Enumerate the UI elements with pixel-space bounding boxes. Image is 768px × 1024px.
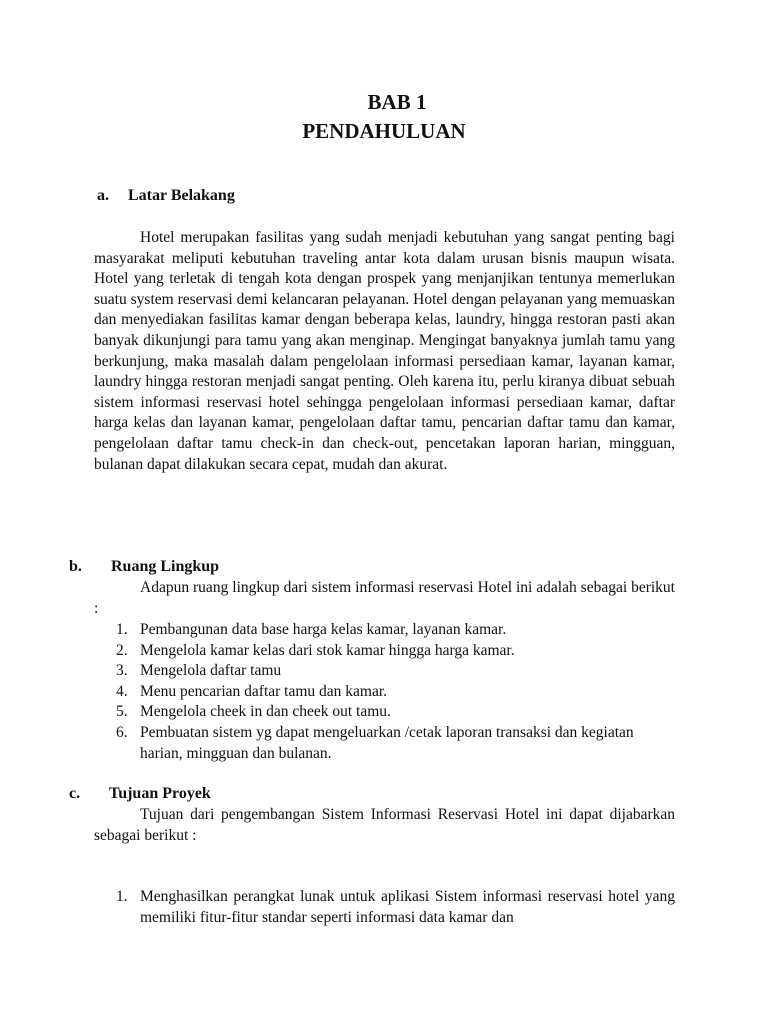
list-item — [116, 702, 676, 723]
list-item-number: 4. — [116, 682, 128, 700]
list-item-text: Menghasilkan perangkat lunak untuk aplikasi Sistem informasi reservasi hotel yang memiliki fitur-fitur standar seperti informasi data kamar dan — [140, 888, 675, 926]
section-b-letter: b. — [69, 558, 82, 575]
section-c-list — [116, 887, 675, 928]
section-a-paragraph: Hotel merupakan fasilitas yang sudah menjadi kebutuhan yang sangat penting bagi masyarakat meliputi kebutuhan traveling antar kota dalam urusan bisnis maupun wisata. Hotel yang terletak di tengah kota dengan prospek yang menjanjikan tentunya memerlukan suatu system reservasi demi kelancaran pelayanan. Hotel dengan pelayanan yang memuaskan dan menyediakan fasilitas kamar dengan beberapa kelas, laundry, hingga restoran pasti akan banyak dikunjungi para tamu yang akan menginap. Mengingat banyaknya jumlah tamu yang berkunjung, maka masalah dalam pengelolaan informasi persediaan kamar, layanan kamar, laundry hingga restoran menjadi sangat penting. Oleh karena itu, perlu kiranya dibuat sebuah sistem informasi reservasi hotel sehingga pengelolaan informasi persediaan kamar, daftar harga kelas dan layanan kamar, pengelolaan daftar tamu, pencarian daftar tamu dan kamar, pengelolaan daftar tamu check-in dan check-out, pencetakan laporan harian, mingguan, bulanan dapat dilakukan secara cepat, mudah dan akurat. — [94, 229, 675, 473]
section-b-list — [116, 620, 676, 764]
list-item-number: 1. — [116, 888, 128, 905]
section-c-intro: Tujuan dari pengembangan Sistem Informasi Reservasi Hotel ini dapat dijabarkan sebagai berikut : — [94, 806, 675, 844]
list-item-text: Menu pencarian daftar tamu dan kamar. — [140, 682, 388, 700]
list-item-number: 3. — [116, 662, 128, 680]
list-item — [116, 723, 676, 764]
list-item — [116, 641, 676, 662]
list-item-text: Mengelola cheek in dan cheek out tamu. — [140, 703, 391, 721]
list-item-text: Mengelola daftar tamu — [140, 662, 282, 680]
section-a-title: Latar Belakang — [128, 187, 235, 204]
list-item — [116, 620, 676, 641]
list-item — [116, 661, 676, 682]
list-item-number: 6. — [116, 723, 128, 741]
list-item-text: Mengelola kamar kelas dari stok kamar hingga harga kamar. — [140, 641, 515, 659]
section-c-letter: c. — [69, 785, 81, 802]
list-item-text: Pembangunan data base harga kelas kamar, layanan kamar. — [140, 621, 507, 638]
list-item-number: 2. — [116, 641, 128, 659]
chapter-number: BAB 1 — [367, 90, 427, 114]
section-c-title: Tujuan Proyek — [109, 785, 211, 802]
section-b-intro: Adapun ruang lingkup dari sistem informasi reservasi Hotel ini adalah sebagai berikut : — [94, 579, 675, 617]
section-b-title: Ruang Lingkup — [111, 558, 220, 575]
list-item — [116, 682, 676, 703]
section-a-letter: a. — [97, 187, 109, 204]
list-item-number: 1. — [116, 621, 128, 638]
list-item — [116, 887, 675, 928]
list-item-text: Pembuatan sistem yg dapat mengeluarkan /cetak laporan transaksi dan kegiatan harian, mingguan dan bulanan. — [140, 723, 634, 762]
list-item-number: 5. — [116, 703, 128, 721]
chapter-title: PENDAHULUAN — [302, 119, 466, 143]
